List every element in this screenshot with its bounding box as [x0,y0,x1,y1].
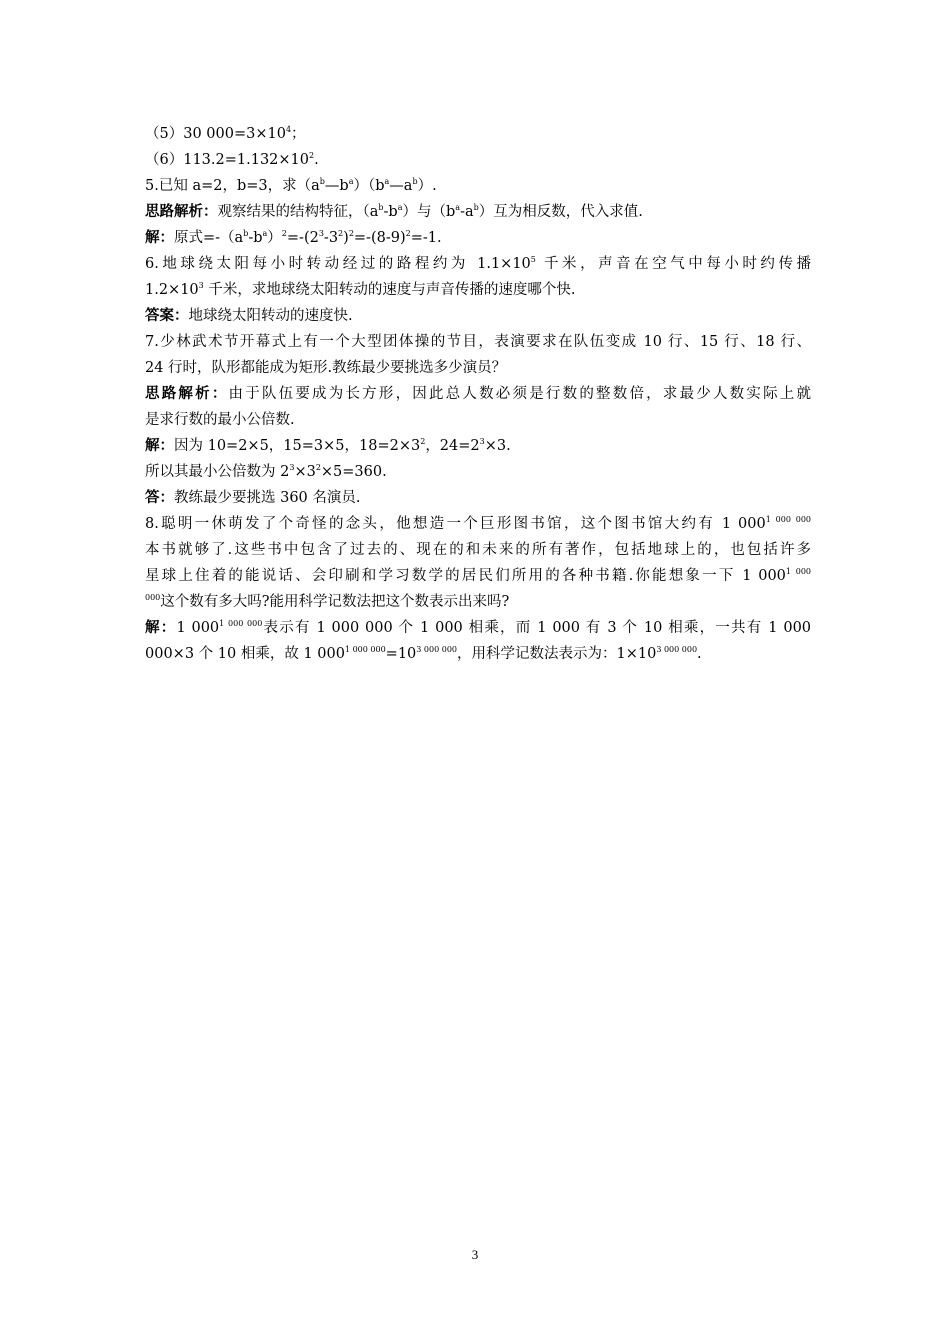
question-7-line-2: 24 行时，队形都能成为矩形.教练最少要挑选多少演员？ [145,360,507,376]
question-7-answer: 答：教练最少要挑选 360 名演员. [145,489,361,506]
question-6-line-2: $1.2\times 10^3$ 千米，求地球绕太阳转动的速度与声音传播的速度哪个快. [145,281,576,298]
question-5-solution: 解：原式$=-(a^b-b^a)^2=-(2^3-3^2)^2=-(8-9)^2=-1$. [145,229,442,246]
question-8-line-3: 星球上住着的能说话、会印刷和学习数学的居民们所用的各种书籍.你能想象一下 1 $000^{1 000}$ [145,567,812,584]
item-5-line: （5）30 $000=3\times 10^4$； [145,125,306,142]
question-8-solution-line-1: 解：1 $000^{1 000 000}$表示有 1 000 000 个 1 000 相乘，而 1 000 有 3 个 10 相乘，一共有 1 000 [145,619,812,636]
question-6-line-1: 6.地球绕太阳每小时转动经过的路程约为 $1.1\times 10^5$ 千米，声音在空气中每小时约传播 [145,255,811,272]
page-number: 3 [471,1247,479,1262]
question-7-solution-line-1: 解：因为 10=2×5，15=3×5，$18=2\times 3^2$，$24=2^3\times 3$. [145,437,511,454]
question-8-solution-line-2: 000×3 个 10 相乘，故 1 $000^{1 000 000}=10^{3 000 000}$，用科学记数法表示为：$1\times 10^{3 000 000}$. [145,645,702,662]
item-6-line: $(6)113.2=1.132\times 10^2$. [145,151,319,168]
question-7-solution-line-2: 所以其最小公倍数为 $2^3\times 3^2\times 5=360$. [145,463,387,480]
question-5: 5.已知 a=2，b=3，求$(a^b—b^a)(b^a—a^b)$. [145,177,437,194]
question-8-line-2: 本书就够了.这些书中包含了过去的、现在的和未来的所有著作，包括地球上的，也包括许多 [145,542,811,558]
document-body [145,121,811,667]
question-5-analysis: 思路解析：观察结果的结构特征，$(a^b-b^a)$与$(b^a-a^b)$互为相反数，代入求值. [145,203,643,220]
question-7-analysis-line-2: 是求行数的最小公倍数. [145,412,295,428]
question-7-line-1: 7.少林武术节开幕式上有一个大型团体操的节目，表演要求在队伍变成 10 行、15 行、18 行、 [145,334,811,350]
question-8-line-1: 8.聪明一休萌发了个奇怪的念头，他想造一个巨形图书馆，这个图书馆大约有 1 $000^{1 000 000}$ [145,515,812,532]
question-7-analysis-line-1: 思路解析：由于队伍要成为长方形，因此总人数必须是行数的整数倍，求最少人数实际上就 [145,385,812,402]
question-8-line-4: $^{000}$这个数有多大吗?能用科学记数法把这个数表示出来吗? [145,593,510,610]
question-6-answer: 答案：地球绕太阳转动的速度快. [145,307,353,324]
